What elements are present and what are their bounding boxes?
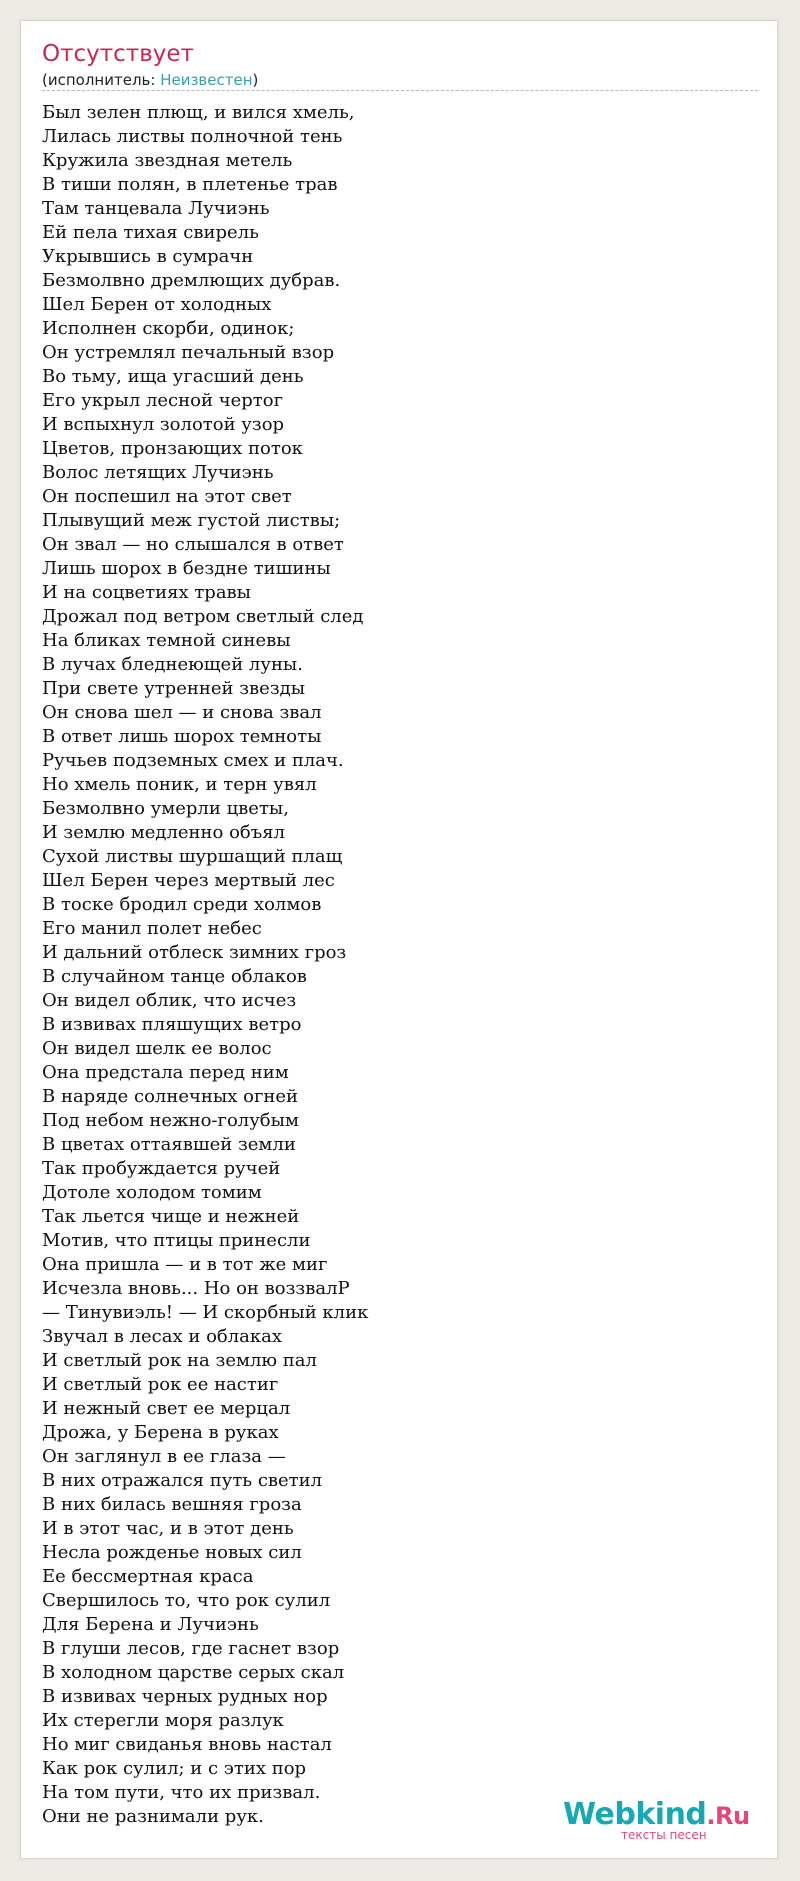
lyric-line: Там танцевала Лучиэнь xyxy=(42,198,270,219)
lyric-line: Исполнен скорби, одинок; xyxy=(42,318,295,339)
lyric-line: В извивах пляшущих ветро xyxy=(42,1014,302,1035)
lyric-line: Дрожа, у Берена в руках xyxy=(42,1422,279,1443)
lyric-line: В цветах оттаявшей земли xyxy=(42,1134,296,1155)
lyrics-text xyxy=(42,101,368,1829)
title-divider xyxy=(42,90,758,91)
lyric-line: На том пути, что их призвал. xyxy=(42,1782,321,1803)
lyric-line: Исчезла вновь... Но он воззвалР xyxy=(42,1278,350,1299)
lyric-line: Во тьму, ища угасший день xyxy=(42,366,304,387)
lyric-line: Они не разнимали рук. xyxy=(42,1806,264,1827)
lyric-line: Но хмель поник, и терн увял xyxy=(42,774,317,795)
song-title: Отсутствует xyxy=(42,41,194,67)
lyric-line: Она пришла — и в тот же миг xyxy=(42,1254,328,1275)
lyric-line: Сухой листвы шуршащий плащ xyxy=(42,846,343,867)
lyric-line: Лилась листвы полночной тень xyxy=(42,126,343,147)
lyric-line: На бликах темной синевы xyxy=(42,630,291,651)
lyric-line: Он видел облик, что исчез xyxy=(42,990,297,1011)
lyric-line: Ручьев подземных смех и плач. xyxy=(42,750,344,771)
lyric-line: При свете утренней звезды xyxy=(42,678,306,699)
lyric-line: Так льется чище и нежней xyxy=(42,1206,300,1227)
lyric-line: Их стерегли моря разлук xyxy=(42,1710,284,1731)
lyric-line: Шел Берен через мертвый лес xyxy=(42,870,335,891)
lyric-line: В них билась вешняя гроза xyxy=(42,1494,302,1515)
lyric-line: Волос летящих Лучиэнь xyxy=(42,462,274,483)
lyric-line: Ее бессмертная краса xyxy=(42,1566,254,1587)
lyric-line: Под небом нежно-голубым xyxy=(42,1110,299,1131)
lyric-line: Она предстала перед ним xyxy=(42,1062,289,1083)
lyric-line: В них отражался путь светил xyxy=(42,1470,323,1491)
lyric-line: Безмолвно дремлющих дубрав. xyxy=(42,270,341,291)
lyric-line: И на соцветиях травы xyxy=(42,582,252,603)
lyric-line: Свершилось то, что рок сулил xyxy=(42,1590,331,1611)
lyric-line: Дрожал под ветром светлый след xyxy=(42,606,364,627)
lyric-line: И в этот час, и в этот день xyxy=(42,1518,294,1539)
lyric-line: Его укрыл лесной чертог xyxy=(42,390,283,411)
lyric-line: Он звал — но слышался в ответ xyxy=(42,534,344,555)
lyrics-card xyxy=(20,20,778,1859)
lyric-line: Он снова шел — и снова звал xyxy=(42,702,322,723)
lyric-line: В тиши полян, в плетенье трав xyxy=(42,174,338,195)
lyric-line: И нежный свет ее мерцал xyxy=(42,1398,291,1419)
lyric-line: И светлый рок на землю пал xyxy=(42,1350,317,1371)
lyric-line: Плывущий меж густой листвы; xyxy=(42,510,341,531)
lyric-line: В наряде солнечных огней xyxy=(42,1086,299,1107)
lyric-line: Он видел шелк ее волос xyxy=(42,1038,272,1059)
lyric-line: Был зелен плющ, и вился хмель, xyxy=(42,102,355,123)
lyric-line: Звучал в лесах и облаках xyxy=(42,1326,283,1347)
lyric-line: В холодном царстве серых скал xyxy=(42,1662,345,1683)
lyric-line: И вспыхнул золотой узор xyxy=(42,414,285,435)
logo-tagline: тексты песен xyxy=(621,1828,707,1842)
artist-line xyxy=(42,71,258,89)
lyric-line: В лучах бледнеющей луны. xyxy=(42,654,303,675)
lyric-line: Лишь шорох в бездне тишины xyxy=(42,558,331,579)
lyric-line: Безмолвно умерли цветы, xyxy=(42,798,289,819)
lyric-line: В ответ лишь шорох темноты xyxy=(42,726,322,747)
artist-prefix: (исполнитель: xyxy=(42,71,161,89)
lyric-line: Он устремлял печальный взор xyxy=(42,342,335,363)
lyric-line: Дотоле холодом томим xyxy=(42,1182,262,1203)
lyric-line: Цветов, пронзающих поток xyxy=(42,438,303,459)
lyric-line: Так пробуждается ручей xyxy=(42,1158,281,1179)
lyric-line: И дальний отблеск зимних гроз xyxy=(42,942,347,963)
lyric-line: Шел Берен от холодных xyxy=(42,294,272,315)
lyric-line: Ей пела тихая свирель xyxy=(42,222,259,243)
lyric-line: Укрывшись в сумрачн xyxy=(42,246,254,267)
lyric-line: Мотив, что птицы принесли xyxy=(42,1230,311,1251)
lyric-line: — Тинувиэль! — И скорбный клик xyxy=(42,1302,369,1323)
artist-suffix: ) xyxy=(252,71,259,89)
lyric-line: Как рок сулил; и с этих пор xyxy=(42,1758,307,1779)
lyric-line: Для Берена и Лучиэнь xyxy=(42,1614,259,1635)
lyric-line: В случайном танце облаков xyxy=(42,966,307,987)
logo-name: Webkind xyxy=(563,1797,707,1832)
lyric-line: Но миг свиданья вновь настал xyxy=(42,1734,332,1755)
lyric-line: И светлый рок ее настиг xyxy=(42,1374,279,1395)
lyric-line: Несла рожденье новых сил xyxy=(42,1542,302,1563)
lyric-line: В тоске бродил среди холмов xyxy=(42,894,322,915)
lyric-line: Его манил полет небес xyxy=(42,918,262,939)
lyric-line: Он поспешил на этот свет xyxy=(42,486,292,507)
lyric-line: В глуши лесов, где гаснет взор xyxy=(42,1638,340,1659)
lyric-line: И землю медленно объял xyxy=(42,822,286,843)
site-logo[interactable] xyxy=(563,1798,758,1842)
artist-link[interactable]: Неизвестен xyxy=(160,71,253,89)
logo-domain: .Ru xyxy=(706,1802,750,1830)
lyric-line: Кружила звездная метель xyxy=(42,150,293,171)
lyric-line: Он заглянул в ее глаза — xyxy=(42,1446,286,1467)
lyric-line: В извивах черных рудных нор xyxy=(42,1686,328,1707)
